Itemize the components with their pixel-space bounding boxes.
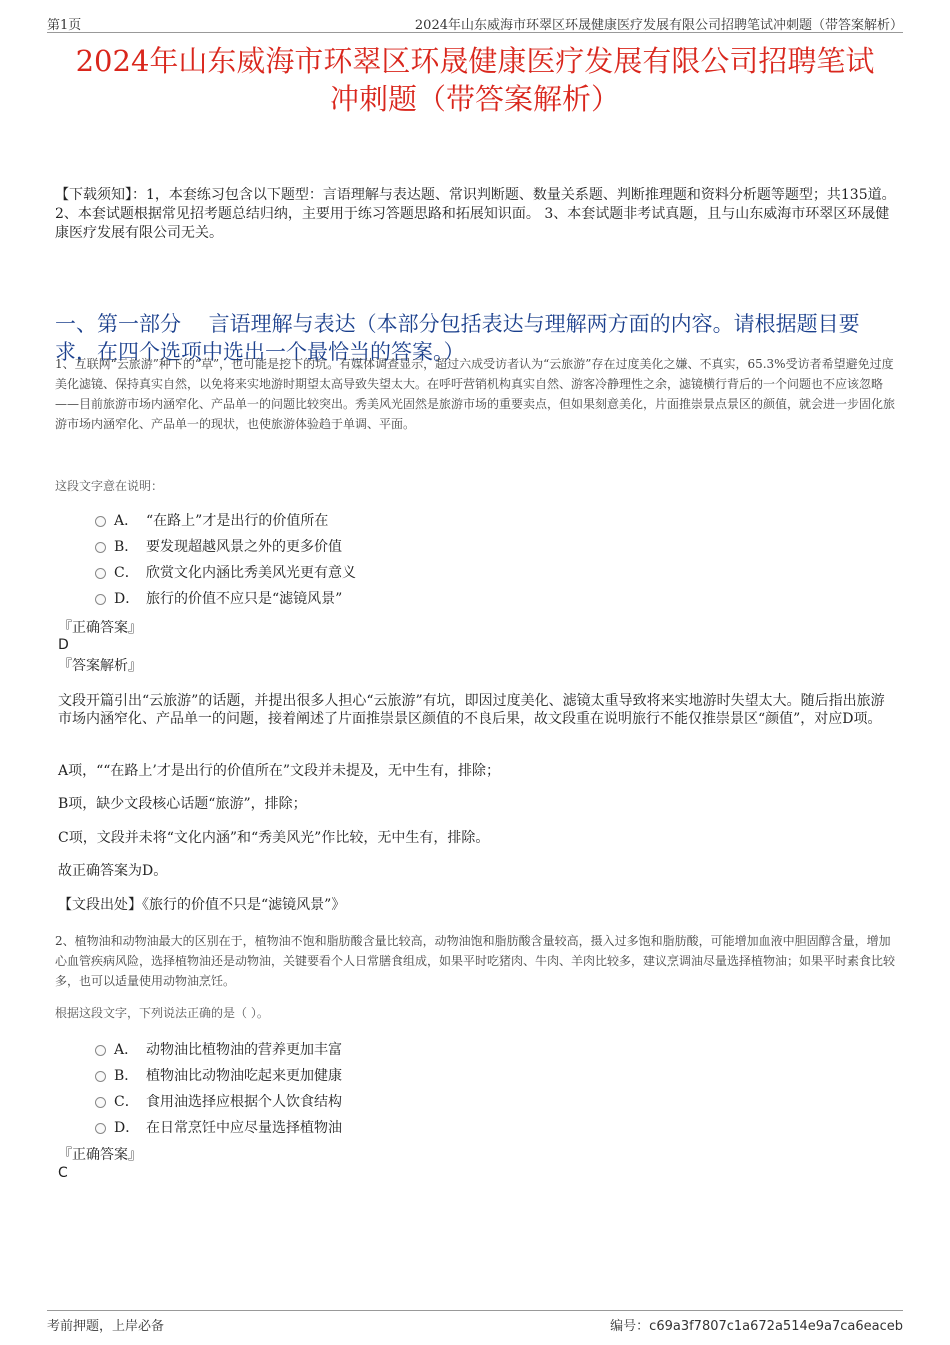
download-notice: 【下载须知】：1，本套练习包含以下题型：言语理解与表达题、常识判断题、数量关系题、判断推理题和资料分析题等题型；共135道。 2、本套试题根据常见招考题总结归纳，主要用于练习答题思路和拓展知识面。 3、本套试题非考试真题，且与山东威海市环翠区环晟健康医疗发展有限公司无关。 (55, 187, 896, 241)
radio-icon[interactable] (95, 1071, 106, 1082)
section-heading: 一、第一部分 言语理解与表达（本部分包括表达与理解两方面的内容。请根据题目要求，在四个选项中选出一个最恰当的答案。） (55, 312, 860, 364)
question-2-options (95, 1037, 342, 1141)
question-1-options (95, 508, 356, 612)
question-2-text: 2、植物油和动物油最大的区别在于，植物油不饱和脂肪酸含量比较高，动物油饱和脂肪酸含量较高，摄入过多饱和脂肪酸，可能增加血液中胆固醇含量，增加心血管疾病风险，选择植物油还是动物油，关键要看个人日常膳食组成，如果平时吃猪肉、牛肉、羊肉比较多，建议烹调油尽量选择植物油；如果平时素食比较多，也可以适量使用动物油烹饪。 (55, 934, 896, 988)
option-b[interactable]: B． 植物油比动物油吃起来更加健康 (95, 1063, 342, 1089)
answer-value: D (58, 637, 69, 653)
option-b[interactable]: B． 要发现超越风景之外的更多价值 (95, 534, 356, 560)
analysis-label: 『答案解析』 (58, 658, 142, 674)
option-c[interactable]: C． 食用油选择应根据个人饮食结构 (95, 1089, 342, 1115)
radio-icon[interactable] (95, 568, 106, 579)
footer-code: 编号：c69a3f7807c1a672a514e9a7ca6eaceb (610, 1319, 903, 1334)
page-number: 第1页 (47, 18, 82, 33)
option-a[interactable]: A． 动物油比植物油的营养更加丰富 (95, 1037, 342, 1063)
radio-icon[interactable] (95, 1123, 106, 1134)
option-a[interactable]: A． “在路上”才是出行的价值所在 (95, 508, 356, 534)
analysis-option-a: A项，““在路上’才是出行的价值所在”文段并未提及，无中生有，排除； (58, 763, 501, 779)
analysis-paragraph: 文段开篇引出“云旅游”的话题，并提出很多人担心“云旅游”有坑，即因过度美化、滤镜太重导致将来实地游时失望太大。随后指出旅游市场内涵窄化、产品单一的问题，接着阐述了片面推崇景区颜值的不良后果，故文段重在说明旅行不能仅推崇景区“颜值”，对应D项。 (58, 693, 885, 727)
option-d[interactable]: D． 在日常烹饪中应尽量选择植物油 (95, 1115, 342, 1141)
option-d[interactable]: D． 旅行的价值不应只是“滤镜风景” (95, 586, 356, 612)
document-title (40, 42, 910, 118)
option-c[interactable]: C． 欣赏文化内涵比秀美风光更有意义 (95, 560, 356, 586)
header-doc-title: 2024年山东威海市环翠区环晟健康医疗发展有限公司招聘笔试冲刺题（带答案解析） (414, 18, 903, 33)
answer-label: 『正确答案』 (58, 620, 142, 636)
analysis-source: 【文段出处】《旅行的价值不只是“滤镜风景”》 (58, 897, 346, 913)
radio-icon[interactable] (95, 1097, 106, 1108)
radio-icon[interactable] (95, 1045, 106, 1056)
analysis-conclusion: 故正确答案为D。 (58, 863, 168, 879)
radio-icon[interactable] (95, 594, 106, 605)
page-header (47, 14, 903, 33)
question-1-text: 1、互联网“云旅游”种下的“草”，也可能是挖下的坑。有媒体调查显示，超过六成受访者认为“云旅游”存在过度美化之嫌、不真实，65.3%受访者希望避免过度美化滤镜、保持真实自然，以免将来实地游时期望太高导致失望太大。在呼吁营销机构真实自然、游客冷静理性之余，滤镜横行背后的一个问题也不应该忽略——目前旅游市场内涵窄化、产品单一的问题比较突出。秀美风光固然是旅游市场的重要卖点，但如果刻意美化，片面推崇景点景区的颜值，就会进一步固化旅游市场内涵窄化、产品单一的现状，也使旅游体验趋于单调、平面。 (55, 357, 896, 431)
document-code: c69a3f7807c1a672a514e9a7ca6eaceb (649, 1319, 903, 1334)
analysis-option-c: C项，文段并未将“文化内涵”和“秀美风光”作比较，无中生有，排除。 (58, 830, 490, 846)
question-1-prompt: 这段文字意在说明： (55, 479, 164, 493)
title-line-2: 冲刺题（带答案解析） (329, 82, 620, 116)
page-footer (47, 1310, 903, 1334)
answer-value: C (58, 1165, 68, 1181)
title-line-1: 2024年山东威海市环翠区环晟健康医疗发展有限公司招聘笔试 (75, 44, 875, 78)
radio-icon[interactable] (95, 516, 106, 527)
answer-label: 『正确答案』 (58, 1147, 142, 1163)
analysis-option-b: B项，缺少文段核心话题“旅游”，排除； (58, 796, 307, 812)
question-2-prompt: 根据这段文字，下列说法正确的是（ ）。 (55, 1006, 269, 1020)
radio-icon[interactable] (95, 542, 106, 553)
footer-slogan: 考前押题，上岸必备 (47, 1319, 165, 1334)
